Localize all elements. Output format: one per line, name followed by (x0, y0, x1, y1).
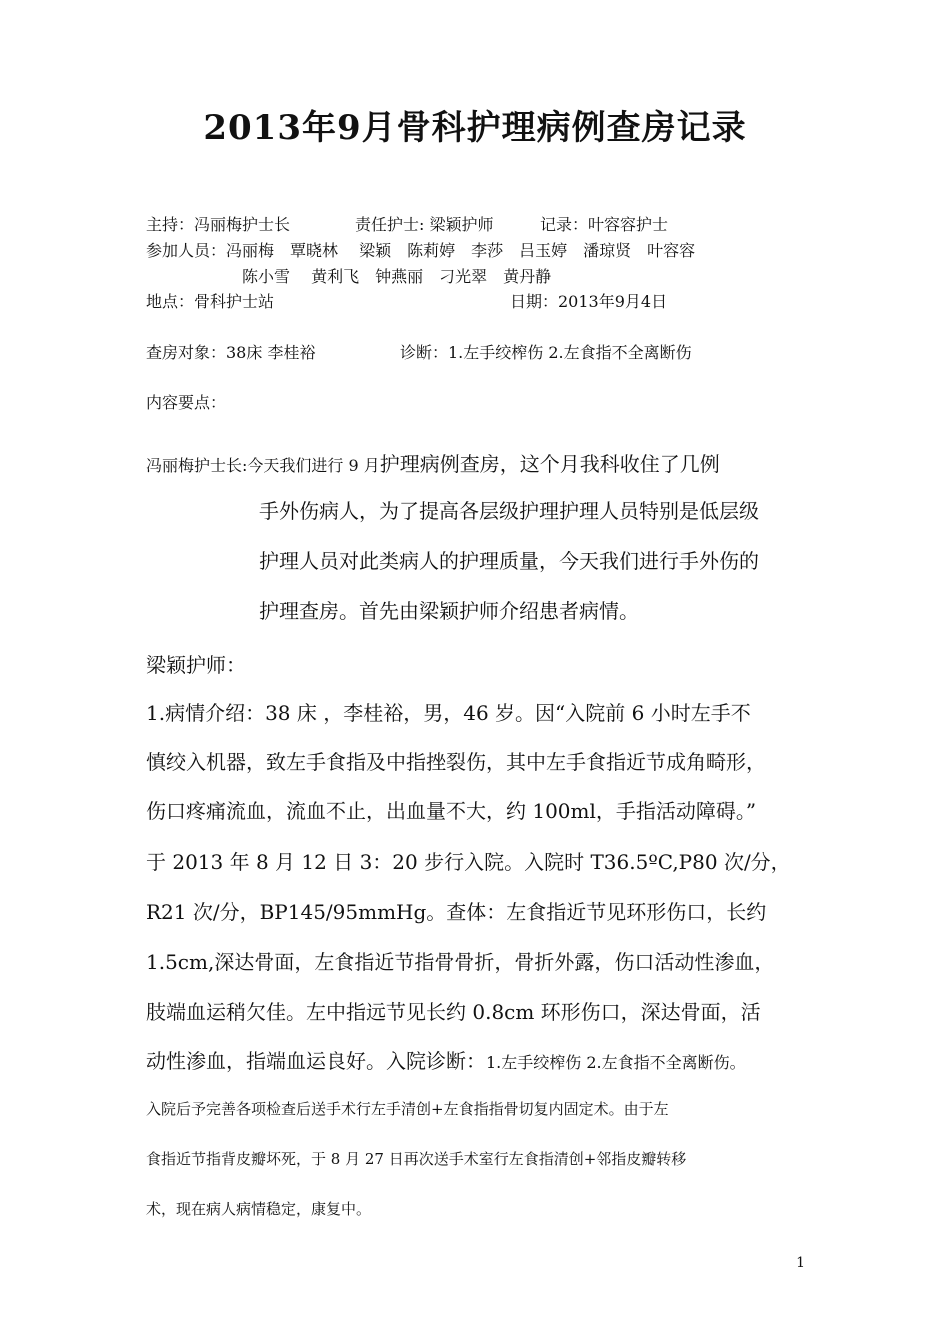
nurse-in-charge-label: 责任护士: 梁颖护师 (355, 215, 494, 234)
speech2-line1: 1.病情介绍：38 床 ，李桂裕，男，46 岁。因“入院前 6 小时左手不 (146, 701, 751, 725)
speech1-line1 (146, 448, 720, 479)
speech1-line4: 护理查房。首先由梁颖护师介绍患者病情。 (259, 599, 639, 623)
subject-label: 查房对象：38床 李桂裕 (146, 343, 316, 362)
speech2-small-line1: 入院后予完善各项检查后送手术行左手清创+左食指指骨切复内固定术。由于左 (146, 1100, 669, 1118)
speech2-small-line3: 术，现在病人病情稳定，康复中。 (146, 1200, 372, 1218)
speech2-line6: 1.5cm,深达骨面，左食指近节指骨骨折，骨折外露，伤口活动性渗血， (146, 950, 775, 974)
page-title: 2013年9月骨科护理病例查房记录 (203, 108, 747, 148)
speech1-line2: 手外伤病人，为了提高各层级护理护理人员特别是低层级 (259, 499, 759, 523)
host-label: 主持：冯丽梅护士长 (146, 215, 291, 234)
speech2-line8-diagnosis: 1.左手绞榨伤 2.左食指不全离断伤。 (486, 1053, 746, 1072)
speech2-line3: 伤口疼痛流血，流血不止，出血量不大，约 100ml，手指活动障碍。” (146, 799, 757, 823)
diagnosis-label: 诊断：1.左手绞榨伤 2.左食指不全离断伤 (400, 343, 692, 362)
speech1-line1-text: 护理病例查房，这个月我科收住了几例 (379, 452, 720, 476)
speech2-line8 (146, 1045, 746, 1076)
speech2-small-line2: 食指近节指背皮瓣坏死，于 8 月 27 日再次送手术室行左食指清创+邻指皮瓣转移 (146, 1150, 687, 1168)
date-label: 日期：2013年9月4日 (510, 292, 668, 311)
speech2-line8-text: 动性渗血，指端血运良好。入院诊断： (146, 1049, 486, 1073)
speech2-line7: 肢端血运稍欠佳。左中指远节见长约 0.8cm 环形伤口，深达骨面，活 (146, 1000, 761, 1024)
location-label: 地点：骨科护士站 (146, 292, 275, 311)
page-number: 1 (796, 1255, 805, 1271)
participants-line2: 陈小雪 黄利飞 钟燕丽 刁光翠 黄丹静 (242, 267, 552, 286)
participants-line1: 参加人员：冯丽梅 覃晓林 梁颖 陈莉婷 李莎 吕玉婷 潘琼贤 叶容容 (146, 241, 696, 260)
content-heading: 内容要点： (146, 393, 227, 412)
speech2-line5: R21 次/分，BP145/95mmHg。查体：左食指近节见环形伤口，长约 (146, 900, 767, 924)
speech2-line2: 慎绞入机器，致左手食指及中指挫裂伤，其中左手食指近节成角畸形， (146, 750, 766, 774)
speech2-line4: 于 2013 年 8 月 12 日 3：20 步行入院。入院时 T36.5ºC,P80 次/分， (146, 850, 791, 874)
speech1-line3: 护理人员对此类病人的护理质量，今天我们进行手外伤的 (259, 549, 759, 573)
speech1-speaker: 冯丽梅护士长:今天我们进行 9 月 (146, 456, 380, 475)
recorder-label: 记录：叶容容护士 (540, 215, 669, 234)
speech2-speaker: 梁颖护师： (146, 653, 246, 677)
